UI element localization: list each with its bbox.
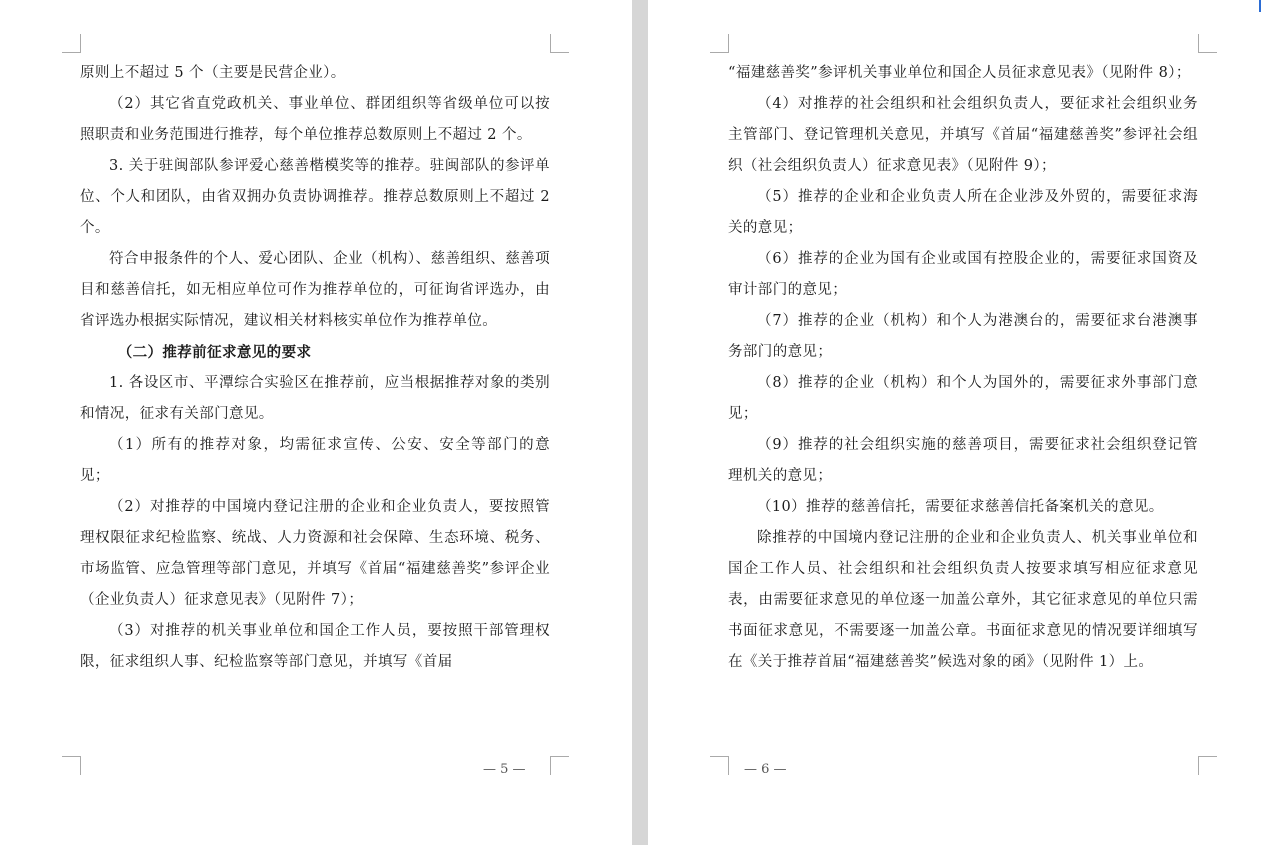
paragraph: （4）对推荐的社会组织和社会组织负责人，要征求社会组织业务主管部门、登记管理机关意见，并填写《首届“福建慈善奖”参评社会组织（社会组织负责人）征求意见表》（见附件 9）； <box>728 96 1198 174</box>
paragraph: 1. 各设区市、平潭综合实验区在推荐前，应当根据推荐对象的类别和情况，征求有关部门意见。 <box>80 375 550 422</box>
page-body-text <box>80 58 550 678</box>
paragraph: （7）推荐的企业（机构）和个人为港澳台的，需要征求台港澳事务部门的意见； <box>728 313 1198 360</box>
section-heading: （二）推荐前征求意见的要求 <box>117 344 312 361</box>
page-body-text <box>728 58 1198 678</box>
crop-mark-bottom-left <box>62 756 81 775</box>
paragraph: 符合申报条件的个人、爱心团队、企业（机构）、慈善组织、慈善项目和慈善信托，如无相应单位可作为推荐单位的，可征询省评选办，由省评选办根据实际情况，建议相关材料核实单位作为推荐单位。 <box>80 251 550 329</box>
paragraph: （5）推荐的企业和企业负责人所在企业涉及外贸的，需要征求海关的意见； <box>728 189 1198 236</box>
paragraph: （8）推荐的企业（机构）和个人为国外的，需要征求外事部门意见； <box>728 375 1198 422</box>
crop-mark-bottom-right <box>1198 756 1217 775</box>
paragraph: 原则上不超过 5 个（主要是民营企业）。 <box>80 65 346 81</box>
page-number: — 6 — <box>744 762 787 777</box>
crop-mark-top-right <box>550 34 569 53</box>
paragraph: 除推荐的中国境内登记注册的企业和企业负责人、机关事业单位和国企工作人员、社会组织和社会组织负责人按要求填写相应征求意见表，由需要征求意见的单位逐一加盖公章外，其它征求意见的单位只需书面征求意见，不需要逐一加盖公章。书面征求意见的情况要详细填写在《关于推荐首届“福建慈善奖”候选对象的函》（见附件 1）上。 <box>728 530 1198 670</box>
paragraph: （9）推荐的社会组织实施的慈善项目，需要征求社会组织登记管理机关的意见； <box>728 437 1198 484</box>
crop-mark-top-left <box>62 34 81 53</box>
crop-mark-top-right <box>1198 34 1217 53</box>
crop-mark-top-left <box>710 34 729 53</box>
paragraph: （3）对推荐的机关事业单位和国企工作人员，要按照干部管理权限，征求组织人事、纪检监察等部门意见，并填写《首届 <box>80 623 550 670</box>
paragraph: （2）其它省直党政机关、事业单位、群团组织等省级单位可以按照职责和业务范围进行推荐，每个单位推荐总数原则上不超过 2 个。 <box>80 96 550 143</box>
paragraph: 3. 关于驻闽部队参评爱心慈善楷模奖等的推荐。驻闽部队的参评单位、个人和团队，由省双拥办负责协调推荐。推荐总数原则上不超过 2 个。 <box>80 158 550 236</box>
document-page-5 <box>0 0 632 845</box>
crop-mark-bottom-right <box>550 756 569 775</box>
page-number: — 5 — <box>483 762 526 777</box>
paragraph: （6）推荐的企业为国有企业或国有控股企业的，需要征求国资及审计部门的意见； <box>728 251 1198 298</box>
page-gutter <box>632 0 648 845</box>
paragraph: （2）对推荐的中国境内登记注册的企业和企业负责人，要按照管理权限征求纪检监察、统战、人力资源和社会保障、生态环境、税务、市场监管、应急管理等部门意见，并填写《首届“福建慈善奖”参评企业（企业负责人）征求意见表》（见附件 7）； <box>80 499 550 608</box>
window-edge-marker <box>1259 0 1261 12</box>
paragraph: “福建慈善奖”参评机关事业单位和国企人员征求意见表》（见附件 8）； <box>728 65 1191 81</box>
document-page-6 <box>648 0 1277 845</box>
crop-mark-bottom-left <box>710 756 729 775</box>
paragraph: （10）推荐的慈善信托，需要征求慈善信托备案机关的意见。 <box>757 499 1164 515</box>
paragraph: （1）所有的推荐对象，均需征求宣传、公安、安全等部门的意见； <box>80 437 550 484</box>
